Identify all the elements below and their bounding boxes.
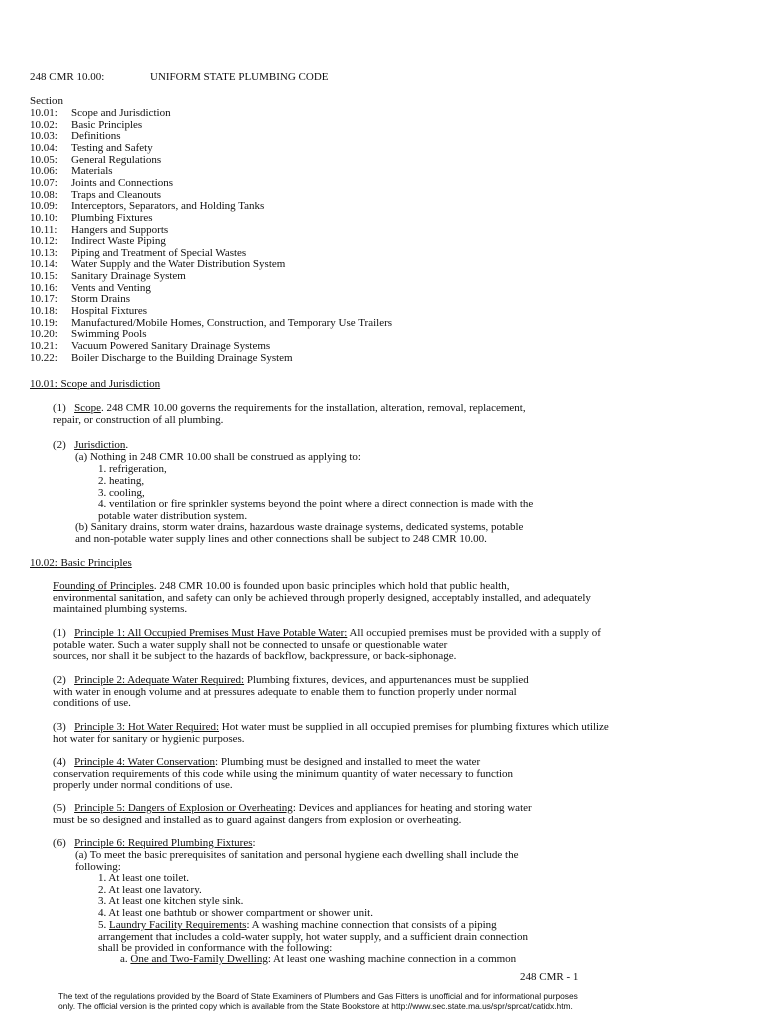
toc-item-title: Definitions bbox=[71, 130, 121, 142]
footer-line: only. The official version is the printed copy which is available from the State Bookstore at http://www.sec.state.ma.us/spr/sprcat/catidx.htm. bbox=[58, 1000, 573, 1011]
footer-line: The text of the regulations provided by the Board of State Examiners of Plumbers and Gas Fitters is unofficial and for informational purposes bbox=[58, 991, 578, 1001]
toc-item-number: 10.19: bbox=[30, 317, 58, 329]
toc-item-number: 10.20: bbox=[30, 328, 58, 340]
footer-disclaimer bbox=[58, 992, 708, 1012]
toc-item-number: 10.03: bbox=[30, 130, 58, 142]
list-item: 4. ventilation or fire sprinkler systems beyond the point where a direct connection is made with the bbox=[98, 498, 534, 510]
subparagraph-a-continuation: following: bbox=[75, 861, 121, 873]
list-item-continuation: shall be provided in conformance with the following: bbox=[98, 942, 333, 954]
toc-item-title: Hangers and Supports bbox=[71, 224, 169, 236]
paragraph-line: potable water. Such a water supply shall not be connected to unsafe or questionable water bbox=[53, 639, 448, 651]
toc-item-title: Scope and Jurisdiction bbox=[71, 107, 171, 119]
toc-item-title: Joints and Connections bbox=[71, 177, 174, 189]
toc-item-number: 10.14: bbox=[30, 258, 58, 270]
section-heading-10-01: 10.01: Scope and Jurisdiction bbox=[30, 378, 161, 390]
toc-item-title: Water Supply and the Water Distribution System bbox=[71, 258, 286, 270]
list-item: 1. refrigeration, bbox=[98, 463, 167, 475]
toc-item-number: 10.15: bbox=[30, 270, 58, 282]
toc-item-number: 10.02: bbox=[30, 119, 58, 131]
term-scope: Scope bbox=[74, 402, 101, 414]
principle-5-title: Principle 5: Dangers of Explosion or Overheating bbox=[74, 802, 293, 814]
principle-6: (6) Principle 6: Required Plumbing Fixtures: bbox=[53, 837, 256, 849]
list-item-continuation: potable water distribution system. bbox=[98, 510, 248, 522]
toc-item-title: Vacuum Powered Sanitary Drainage Systems bbox=[71, 340, 271, 352]
toc-item-number: 10.22: bbox=[30, 352, 58, 364]
section-heading-10-02: 10.02: Basic Principles bbox=[30, 557, 132, 569]
toc-heading: Section bbox=[30, 95, 63, 107]
toc-item-title: Storm Drains bbox=[71, 293, 130, 305]
toc-item-title: Boiler Discharge to the Building Drainage System bbox=[71, 352, 293, 364]
toc-item-title: Manufactured/Mobile Homes, Construction, and Temporary Use Trailers bbox=[71, 317, 393, 329]
principle-3: (3) Principle 3: Hot Water Required: Hot water must be supplied in all occupied premises for plumbing fixtures which utilize bbox=[53, 721, 609, 733]
paragraph-line: hot water for sanitary or hygienic purposes. bbox=[53, 733, 245, 745]
toc-item-number: 10.04: bbox=[30, 142, 58, 154]
term-jurisdiction: Jurisdiction bbox=[74, 439, 126, 451]
toc-item-number: 10.09: bbox=[30, 200, 58, 212]
regulation-code: 248 CMR 10.00: bbox=[30, 71, 105, 83]
toc-item-title: Piping and Treatment of Special Wastes bbox=[71, 247, 247, 259]
toc-item-title: Traps and Cleanouts bbox=[71, 189, 162, 201]
list-item: 2. At least one lavatory. bbox=[98, 884, 202, 896]
toc-item-title: Indirect Waste Piping bbox=[71, 235, 166, 247]
toc-item-number: 10.13: bbox=[30, 247, 58, 259]
paragraph-founding: Founding of Principles. 248 CMR 10.00 is founded upon basic principles which hold that public health, bbox=[53, 580, 510, 592]
toc-item-title: Materials bbox=[71, 165, 113, 177]
toc-item-title: Testing and Safety bbox=[71, 142, 153, 154]
toc-item-number: 10.07: bbox=[30, 177, 58, 189]
principle-4: (4) Principle 4: Water Conservation: Plumbing must be designed and installed to meet the water bbox=[53, 756, 481, 768]
toc-item-number: 10.18: bbox=[30, 305, 58, 317]
paragraph-line: environmental sanitation, and safety can only be achieved through properly designed, acceptably installed, and adequately bbox=[53, 592, 591, 604]
paragraph-line: must be so designed and installed as to guard against dangers from explosion or overheating. bbox=[53, 814, 462, 826]
principle-2-title: Principle 2: Adequate Water Required: bbox=[74, 674, 245, 686]
principle-1-title: Principle 1: All Occupied Premises Must Have Potable Water: bbox=[74, 627, 348, 639]
toc-item-number: 10.16: bbox=[30, 282, 58, 294]
term-one-two-family: One and Two-Family Dwelling bbox=[130, 953, 268, 965]
subparagraph-b: (b) Sanitary drains, storm water drains, hazardous waste drainage systems, dedicated systems, potable bbox=[75, 521, 524, 533]
subparagraph-a: (a) Nothing in 248 CMR 10.00 shall be construed as applying to: bbox=[75, 451, 361, 463]
toc-item-title: Vents and Venting bbox=[71, 282, 151, 294]
principle-5: (5) Principle 5: Dangers of Explosion or Overheating: Devices and appliances for heating and storing water bbox=[53, 802, 532, 814]
list-item: 2. heating, bbox=[98, 475, 145, 487]
toc-item-title: Interceptors, Separators, and Holding Tanks bbox=[71, 200, 265, 212]
subparagraph-b-continuation: and non-potable water supply lines and other connections shall be subject to 248 CMR 10.00. bbox=[75, 533, 487, 545]
principle-3-title: Principle 3: Hot Water Required: bbox=[74, 721, 220, 733]
toc-item-title: Swimming Pools bbox=[71, 328, 147, 340]
toc-item-number: 10.08: bbox=[30, 189, 58, 201]
document-title: UNIFORM STATE PLUMBING CODE bbox=[150, 71, 329, 83]
list-item: 3. cooling, bbox=[98, 487, 145, 499]
paragraph-line: repair, or construction of all plumbing. bbox=[53, 414, 224, 426]
paragraph-line: maintained plumbing systems. bbox=[53, 603, 188, 615]
toc-item-title: Hospital Fixtures bbox=[71, 305, 148, 317]
toc-item-number: 10.11: bbox=[30, 224, 58, 236]
principle-4-title: Principle 4: Water Conservation bbox=[74, 756, 216, 768]
page-number: 248 CMR - 1 bbox=[520, 971, 579, 983]
principle-1: (1) Principle 1: All Occupied Premises Must Have Potable Water: All occupied premises must be provided with a supply of bbox=[53, 627, 601, 639]
paragraph-line: with water in enough volume and at pressures adequate to enable them to function properly under normal bbox=[53, 686, 517, 698]
paragraph-scope: (1) Scope. 248 CMR 10.00 governs the requirements for the installation, alteration, removal, replacement, bbox=[53, 402, 526, 414]
toc-item-number: 10.12: bbox=[30, 235, 58, 247]
toc-item-title: Basic Principles bbox=[71, 119, 143, 131]
toc-item-title: Plumbing Fixtures bbox=[71, 212, 153, 224]
toc-item-number: 10.21: bbox=[30, 340, 58, 352]
toc-item-title: Sanitary Drainage System bbox=[71, 270, 186, 282]
toc-item-number: 10.05: bbox=[30, 154, 58, 166]
list-item: 4. At least one bathtub or shower compartment or shower unit. bbox=[98, 907, 373, 919]
toc-item-number: 10.01: bbox=[30, 107, 58, 119]
paragraph-line: properly under normal conditions of use. bbox=[53, 779, 233, 791]
toc-item-number: 10.06: bbox=[30, 165, 58, 177]
toc-item-number: 10.17: bbox=[30, 293, 58, 305]
list-item-laundry: 5. Laundry Facility Requirements: A washing machine connection that consists of a piping bbox=[98, 919, 497, 931]
paragraph-line: conservation requirements of this code while using the minimum quantity of water necessary to function bbox=[53, 768, 514, 780]
term-laundry: Laundry Facility Requirements bbox=[109, 919, 247, 931]
list-item: 1. At least one toilet. bbox=[98, 872, 190, 884]
term-founding: Founding of Principles bbox=[53, 580, 154, 592]
principle-6-title: Principle 6: Required Plumbing Fixtures bbox=[74, 837, 253, 849]
toc-item-number: 10.10: bbox=[30, 212, 58, 224]
paragraph-line: conditions of use. bbox=[53, 697, 131, 709]
sub-list-item-a: a. One and Two-Family Dwelling: At least one washing machine connection in a common bbox=[120, 953, 517, 965]
list-item: 3. At least one kitchen style sink. bbox=[98, 895, 244, 907]
paragraph-jurisdiction: (2) Jurisdiction. bbox=[53, 439, 129, 451]
list-item-continuation: arrangement that includes a cold-water supply, hot water supply, and a sufficient drain connection bbox=[98, 931, 528, 943]
principle-2: (2) Principle 2: Adequate Water Required: Plumbing fixtures, devices, and appurtenances must be supplied bbox=[53, 674, 529, 686]
toc-item-title: General Regulations bbox=[71, 154, 162, 166]
paragraph-line: sources, nor shall it be subject to the hazards of backflow, backpressure, or back-siphonage. bbox=[53, 650, 457, 662]
subparagraph-a: (a) To meet the basic prerequisites of sanitation and personal hygiene each dwelling shall include the bbox=[75, 849, 519, 861]
